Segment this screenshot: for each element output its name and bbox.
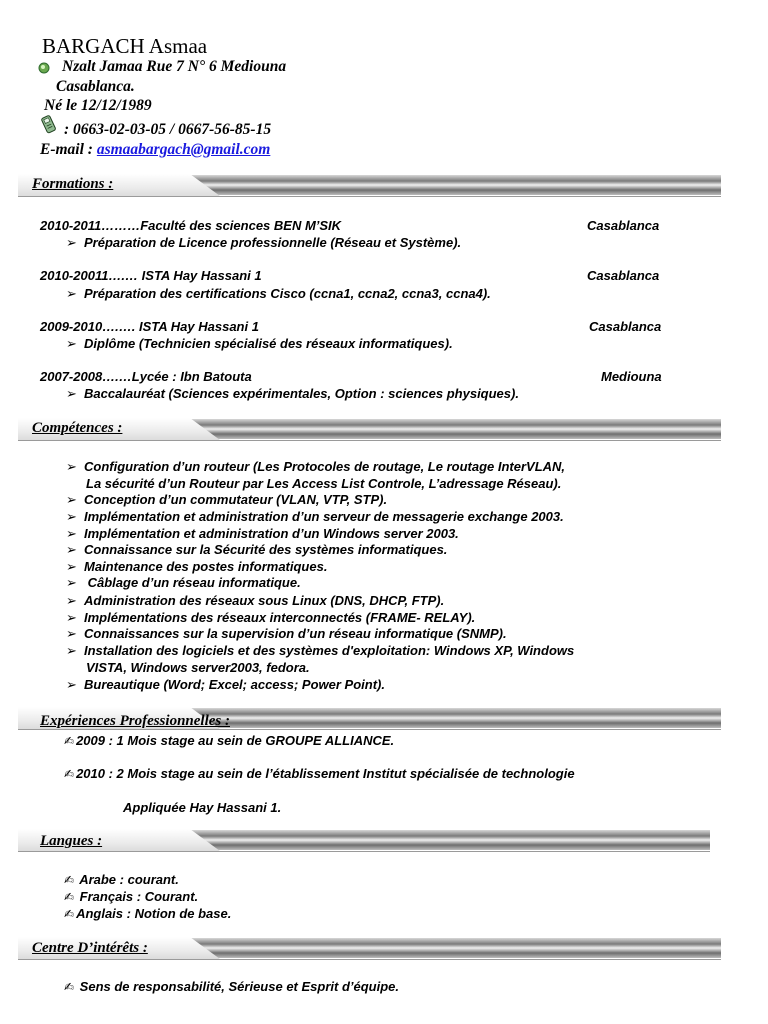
formation-city-1: Casablanca: [587, 218, 660, 233]
competence-item: ➢ Implémentations des réseaux interconnectés (FRAME- RELAY).: [66, 610, 476, 625]
phone-icon: [38, 114, 60, 134]
competence-item: ➢ Installation des logiciels et des systèmes d'exploitation: Windows XP, Windows: [66, 643, 575, 658]
experience-item-continued: Appliquée Hay Hassani 1.: [123, 800, 282, 815]
writing-hand-icon: ✍: [64, 873, 75, 887]
writing-hand-icon: ✍: [64, 767, 75, 781]
language-item: ✍ Anglais : Notion de base.: [64, 906, 232, 921]
competence-item: ➢ Bureautique (Word; Excel; access; Power Point).: [66, 677, 385, 692]
candidate-name: BARGACH Asmaa: [42, 34, 208, 58]
section-title-formations: Formations :: [32, 176, 114, 192]
formation-detail-3: ➢ Diplôme (Technicien spécialisé des réseaux informatiques).: [66, 336, 453, 351]
arrow-bullet-icon: ➢: [66, 559, 77, 574]
arrow-bullet-icon: ➢: [66, 526, 77, 541]
competence-item: ➢ Implémentation et administration d’un Windows server 2003.: [66, 526, 459, 541]
section-banner-langues: [18, 829, 710, 851]
competence-item: ➢ Connaissance sur la Sécurité des systèmes informatiques.: [66, 542, 448, 557]
formation-city-3: Casablanca: [589, 319, 662, 334]
competence-item: ➢ Configuration d’un routeur (Les Protocoles de routage, Le routage InterVLAN,: [66, 459, 566, 474]
formation-city-2: Casablanca: [587, 268, 660, 283]
competence-item: ➢ Conception d’un commutateur (VLAN, VTP, STP).: [66, 492, 388, 507]
formation-line-3: 2009-2010….…. ISTA Hay Hassani 1: [40, 319, 259, 334]
email-row: [40, 141, 270, 159]
arrow-bullet-icon: ➢: [66, 386, 77, 401]
competence-item: ➢ Câblage d’un réseau informatique.: [66, 575, 301, 590]
phone-numbers: : 0663-02-03-05 / 0667-56-85-15: [64, 121, 272, 138]
competence-item: ➢ Connaissances sur la supervision d’un réseau informatique (SNMP).: [66, 626, 507, 641]
arrow-bullet-icon: ➢: [66, 336, 77, 351]
experience-item: ✍ 2009 : 1 Mois stage au sein de GROUPE ALLIANCE.: [64, 733, 395, 748]
formation-line-4: 2007-2008….…Lycée : Ibn Batouta: [40, 369, 252, 384]
arrow-bullet-icon: ➢: [66, 542, 77, 557]
arrow-bullet-icon: ➢: [66, 626, 77, 641]
writing-hand-icon: ✍: [64, 907, 75, 921]
writing-hand-icon: ✍: [64, 980, 75, 994]
section-title-langues: Langues :: [40, 833, 103, 849]
language-item: ✍ Français : Courant.: [64, 889, 199, 904]
language-item: ✍ Arabe : courant.: [64, 872, 179, 887]
arrow-bullet-icon: ➢: [66, 235, 77, 250]
address-line-2: Casablanca.: [56, 78, 135, 95]
formation-detail-1: ➢ Préparation de Licence professionnelle (Réseau et Système).: [66, 235, 462, 250]
section-title-competences: Compétences :: [32, 420, 123, 436]
competence-item-continued: La sécurité d’un Routeur par Les Access List Controle, L’adressage Réseau).: [86, 476, 562, 491]
interest-item: ✍ Sens de responsabilité, Sérieuse et Esprit d’équipe.: [64, 979, 399, 994]
arrow-bullet-icon: ➢: [66, 677, 77, 692]
arrow-bullet-icon: ➢: [66, 492, 77, 507]
formation-line-1: 2010-2011………Faculté des sciences BEN M’SIK: [40, 218, 342, 233]
section-banner-formations: [18, 174, 721, 196]
formation-detail-4: ➢ Baccalauréat (Sciences expérimentales, Option : sciences physiques).: [66, 386, 519, 401]
arrow-bullet-icon: ➢: [66, 593, 77, 608]
address-line-1: Nzalt Jamaa Rue 7 N° 6 Mediouna: [62, 58, 287, 75]
birth-date: Né le 12/12/1989: [44, 97, 152, 114]
competence-item: ➢ Implémentation et administration d’un serveur de messagerie exchange 2003.: [66, 509, 564, 524]
arrow-bullet-icon: ➢: [66, 459, 77, 474]
formation-line-2: 2010-20011….… ISTA Hay Hassani 1: [40, 268, 262, 283]
email-label: E-mail :: [40, 141, 93, 158]
section-banner-competences: [18, 418, 721, 440]
section-title-interets: Centre D’intérêts :: [32, 940, 148, 956]
experience-item: ✍ 2010 : 2 Mois stage au sein de l’établissement Institut spécialisée de technologie: [64, 766, 575, 781]
arrow-bullet-icon: ➢: [66, 509, 77, 524]
writing-hand-icon: ✍: [64, 890, 75, 904]
formation-city-4: Mediouna: [601, 369, 662, 384]
writing-hand-icon: ✍: [64, 734, 75, 748]
formation-detail-2: ➢ Préparation des certifications Cisco (ccna1, ccna2, ccna3, ccna4).: [66, 286, 491, 301]
section-title-experiences: Expériences Professionnelles :: [40, 713, 230, 729]
email-link[interactable]: asmaabargach@gmail.com: [96, 141, 271, 158]
section-banner-interets: [18, 937, 721, 959]
home-bullet-icon: [38, 62, 50, 74]
competence-item: ➢ Maintenance des postes informatiques.: [66, 559, 328, 574]
competence-item: ➢ Administration des réseaux sous Linux (DNS, DHCP, FTP).: [66, 593, 445, 608]
arrow-bullet-icon: ➢: [66, 286, 77, 301]
arrow-bullet-icon: ➢: [66, 643, 77, 658]
section-banner-experiences: [18, 707, 721, 729]
arrow-bullet-icon: ➢: [66, 575, 77, 590]
arrow-bullet-icon: ➢: [66, 610, 77, 625]
competence-item-continued: VISTA, Windows server2003, fedora.: [86, 660, 310, 675]
